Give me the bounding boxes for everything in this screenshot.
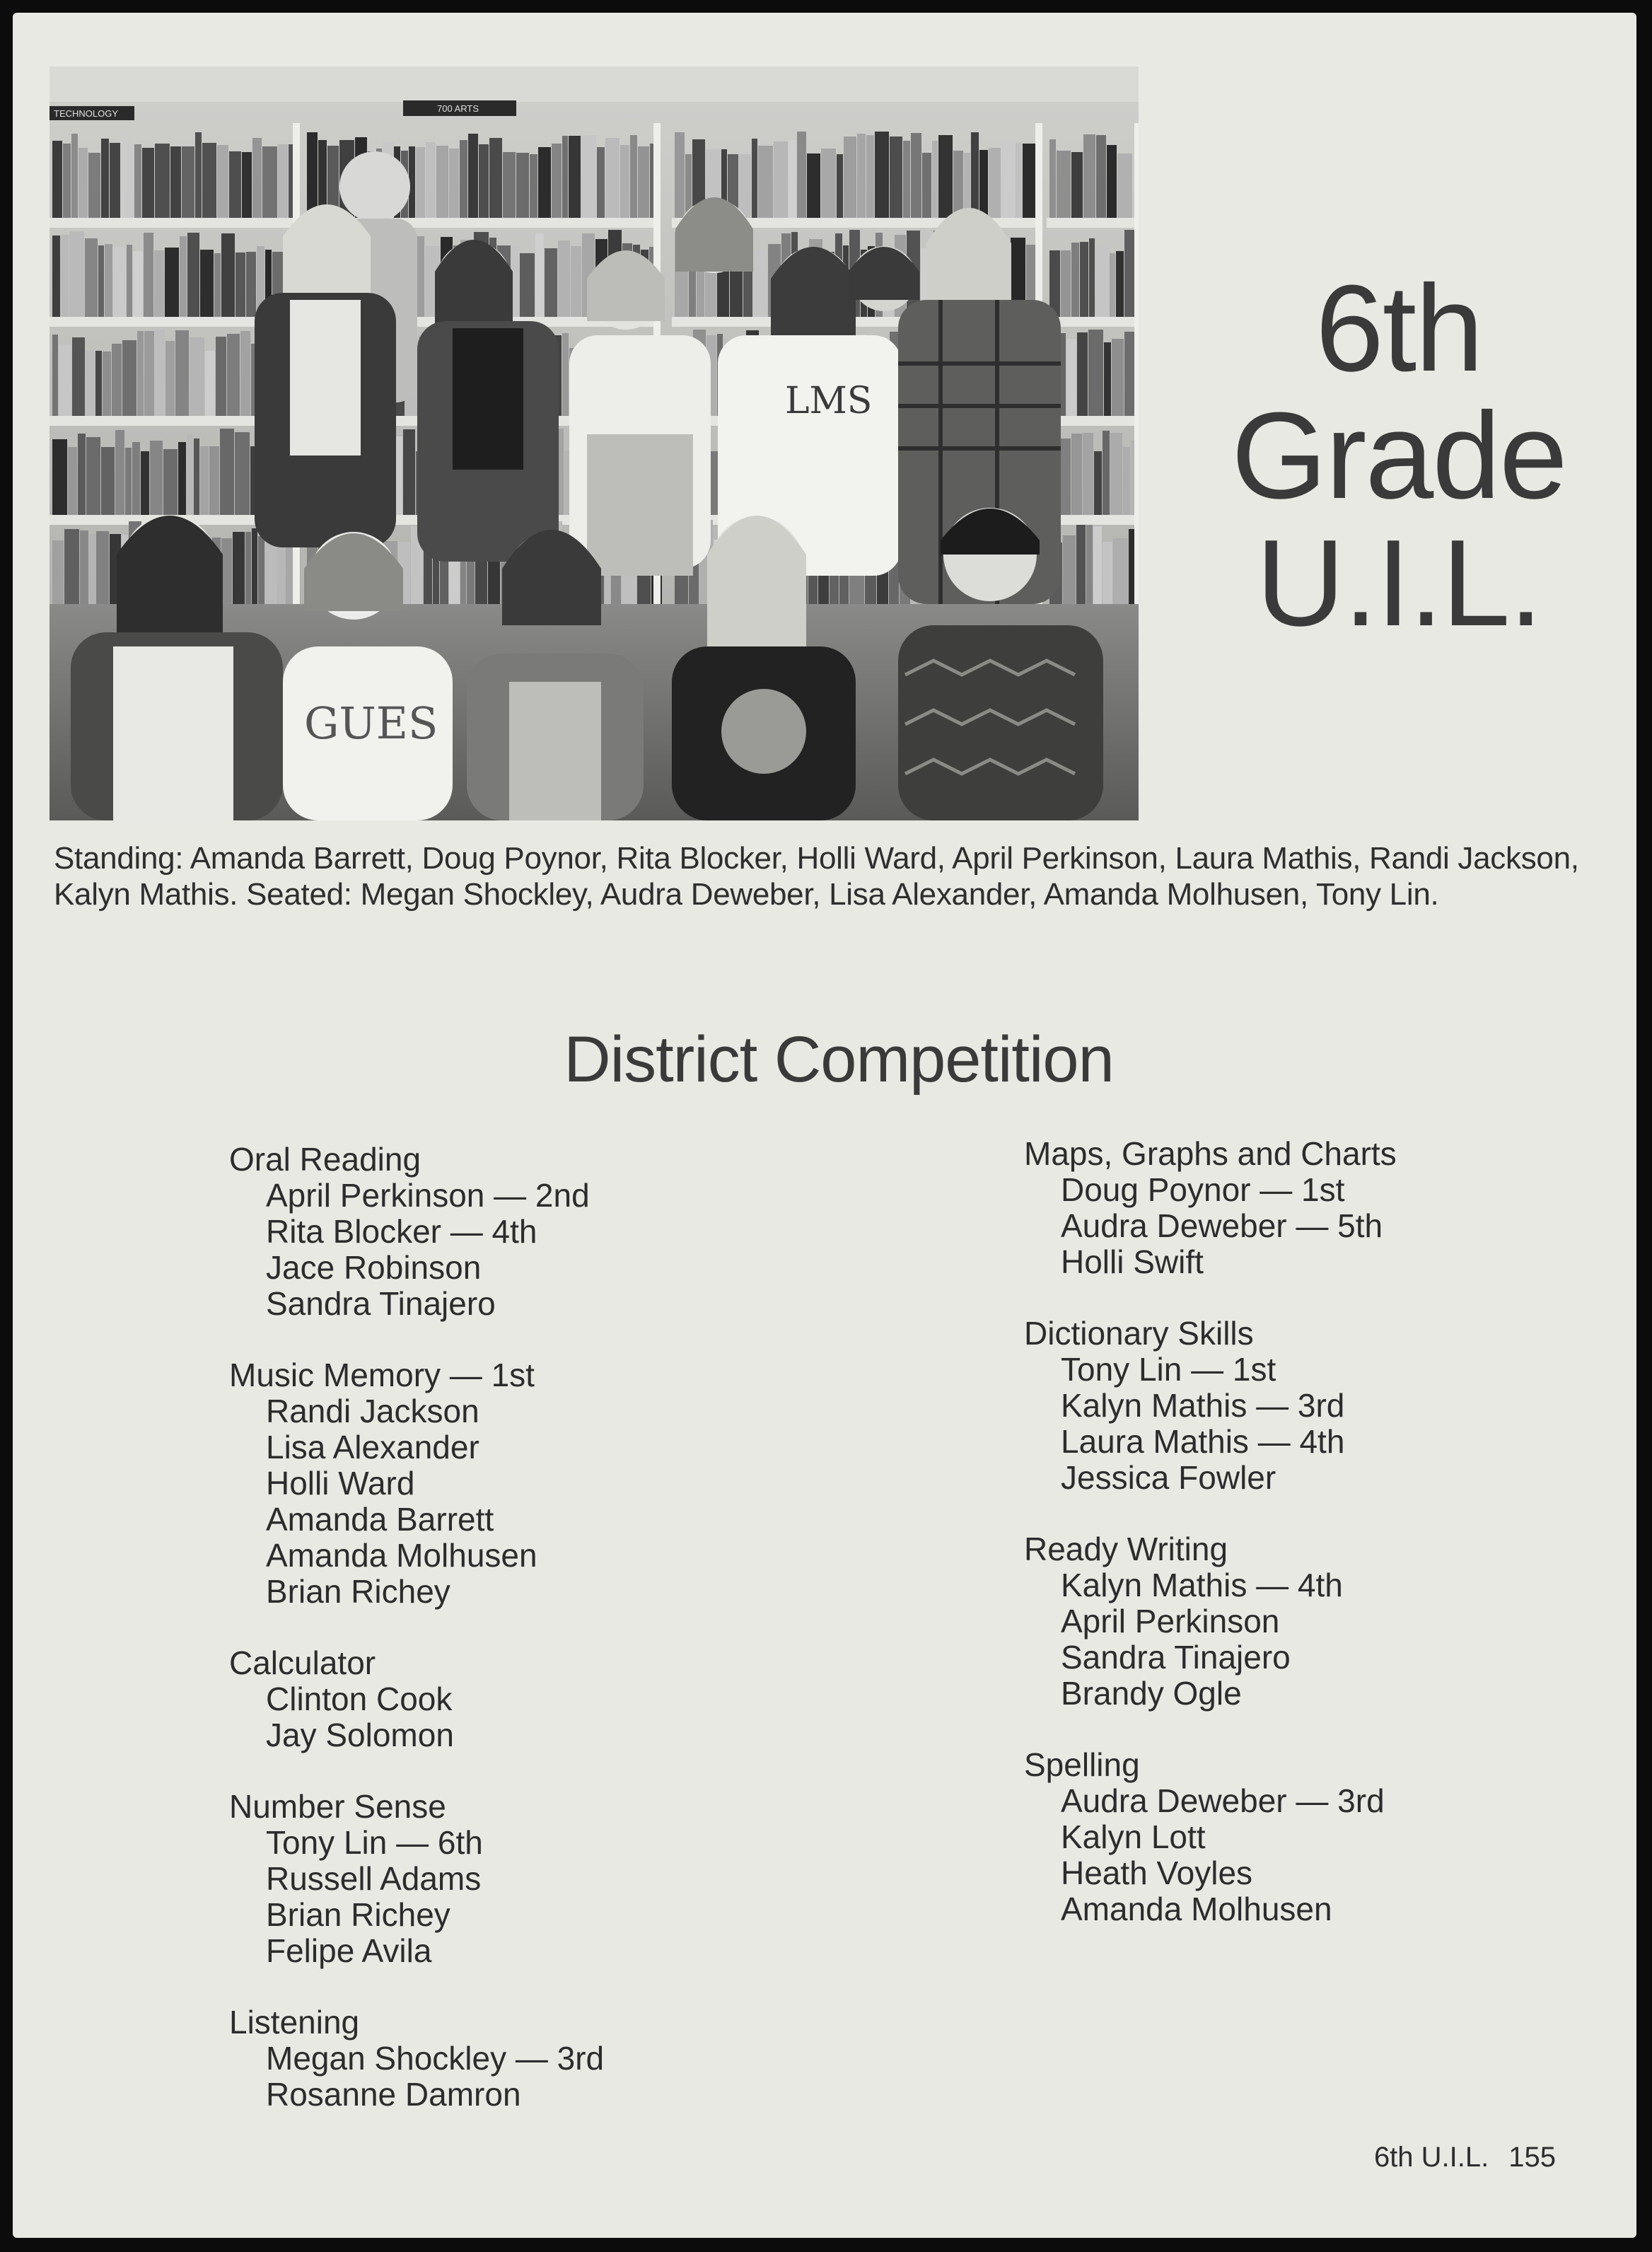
event-block (229, 2004, 936, 2113)
event-entry: Heath Voyles (1061, 1855, 1253, 1891)
svg-text:GUES: GUES (304, 697, 438, 749)
event-entry: Amanda Molhusen (1061, 1891, 1332, 1927)
event-entry: Holli Swift (1061, 1243, 1204, 1280)
event-entry: Jessica Fowler (1061, 1459, 1276, 1496)
event-entry: Audra Deweber — 3rd (1061, 1782, 1385, 1819)
event-entry: Sandra Tinajero (1061, 1639, 1291, 1676)
event-entry: Rita Blocker — 4th (266, 1213, 537, 1250)
shelf-label-left: TECHNOLOGY (54, 108, 119, 119)
event-block (229, 1357, 936, 1610)
page-number: 155 (1508, 2142, 1556, 2173)
page-title (1173, 259, 1625, 651)
events-left-column (229, 1142, 936, 2148)
event-entry: Amanda Barrett (266, 1501, 494, 1538)
event-block (1024, 1531, 1636, 1712)
event-name: Oral Reading (229, 1141, 421, 1178)
event-block (229, 1645, 936, 1753)
event-entry: Rosanne Damron (266, 2076, 521, 2113)
event-entry: Kalyn Lott (1061, 1818, 1206, 1855)
event-entry: Felipe Avila (266, 1932, 432, 1969)
footer-section: 6th U.I.L. (1373, 2142, 1489, 2173)
event-name: Listening (229, 2004, 360, 2041)
yearbook-page (13, 13, 1636, 2238)
photo-caption: Standing: Amanda Barrett, Doug Poynor, Rita Blocker, Holli Ward, April Perkinson, Laura Mathis, Randi Jackson, Kalyn Mathis. Seated: Megan Shockley, Audra Deweber, Lisa Alexander, Amanda Molhusen, Tony Lin. (54, 841, 1579, 912)
event-entry: Kalyn Mathis — 4th (1061, 1567, 1343, 1603)
event-entry: Sandra Tinajero (266, 1285, 496, 1322)
event-entry: April Perkinson (1061, 1603, 1280, 1639)
event-entry: Holli Ward (266, 1465, 415, 1502)
title-line-3: U.I.L. (1256, 513, 1542, 651)
event-entry: April Perkinson — 2nd (266, 1177, 590, 1214)
title-line-1: 6th (1315, 259, 1482, 397)
event-entry: Laura Mathis — 4th (1061, 1423, 1345, 1460)
event-name: Calculator (229, 1644, 376, 1681)
event-entry: Russell Adams (266, 1860, 482, 1897)
event-entry: Brian Richey (266, 1896, 450, 1933)
event-block (1024, 1136, 1636, 1280)
section-heading: District Competition (564, 1023, 1114, 1096)
event-name: Spelling (1024, 1746, 1140, 1783)
page-footer (1374, 2142, 1556, 2173)
event-entry: Amanda Molhusen (266, 1537, 537, 1574)
event-entry: Brian Richey (266, 1573, 450, 1610)
event-entry: Megan Shockley — 3rd (266, 2040, 605, 2077)
event-block (229, 1142, 936, 1322)
event-name: Dictionary Skills (1024, 1315, 1254, 1352)
shelf-label-mid: 700 ARTS (437, 103, 479, 114)
event-entry: Brandy Ogle (1061, 1675, 1242, 1712)
event-entry: Tony Lin — 1st (1061, 1351, 1276, 1388)
event-entry: Randi Jackson (266, 1393, 479, 1429)
event-entry: Tony Lin — 6th (266, 1824, 483, 1861)
event-block (1024, 1316, 1636, 1496)
event-entry: Clinton Cook (266, 1681, 453, 1717)
events-right-column (1024, 1136, 1636, 1963)
event-entry: Kalyn Mathis — 3rd (1061, 1387, 1345, 1424)
event-name: Ready Writing (1024, 1531, 1228, 1567)
event-entry: Doug Poynor — 1st (1061, 1171, 1345, 1208)
event-entry: Audra Deweber — 5th (1061, 1207, 1383, 1244)
event-entry: Jace Robinson (266, 1249, 482, 1286)
event-name: Number Sense (229, 1788, 446, 1825)
title-line-2: Grade (1231, 386, 1566, 524)
event-block (229, 1789, 936, 1969)
group-photo (50, 66, 1139, 820)
event-name: Maps, Graphs and Charts (1024, 1135, 1397, 1172)
svg-text:LMS: LMS (785, 380, 873, 422)
event-entry: Lisa Alexander (266, 1429, 479, 1465)
event-entry: Jay Solomon (266, 1717, 454, 1753)
event-name: Music Memory — 1st (229, 1357, 535, 1393)
event-block (1024, 1747, 1636, 1927)
